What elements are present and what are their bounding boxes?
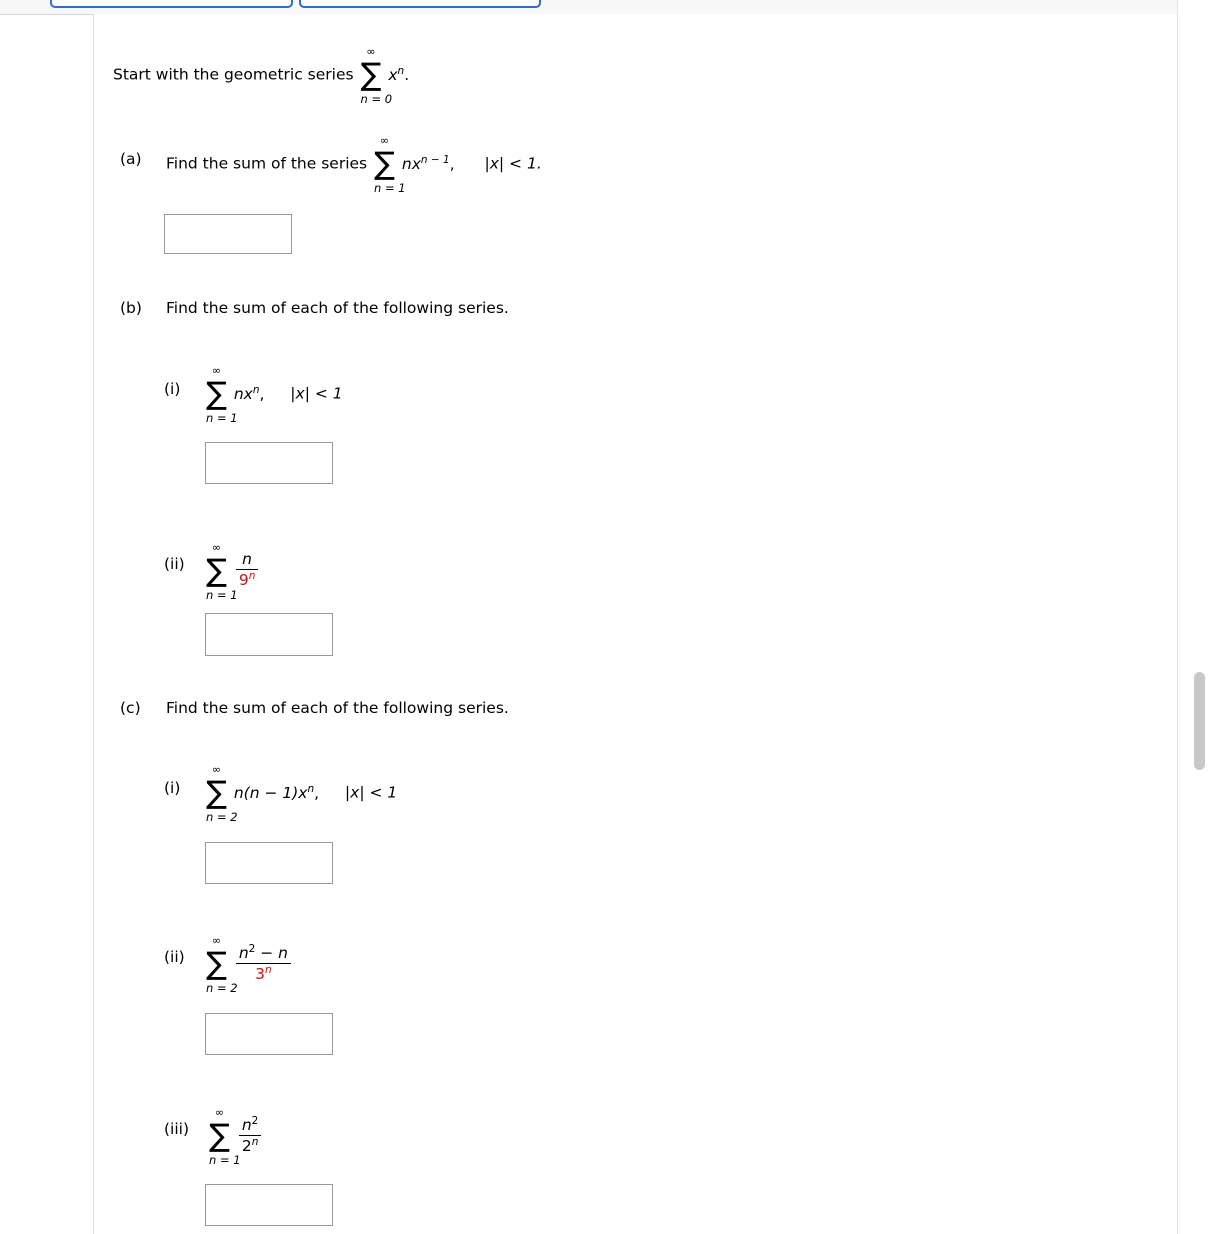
intro-expr-base: x — [388, 66, 398, 85]
sigma-icon: ∑ — [206, 376, 227, 412]
part-c-ii-numerator: $n^2 - n$ — [238, 943, 289, 963]
toolbar — [0, 0, 1178, 15]
part-c-ii-answer-input[interactable] — [205, 1013, 333, 1055]
sigma-icon: ∑ — [360, 57, 382, 93]
part-c-i-expr: n(n − 1)x — [233, 784, 308, 803]
part-b-ii-numerator: n — [242, 550, 252, 568]
part-b-i-expr-sup: n — [252, 384, 260, 397]
part-c-iii-answer-input[interactable] — [205, 1184, 333, 1226]
part-b-i-sum-lower: n = 1 — [206, 411, 238, 425]
part-a-text: Find the sum of the series — [166, 154, 368, 173]
part-c-label: (c) — [120, 699, 141, 717]
part-a-expr-sup: n − 1 — [420, 154, 450, 167]
scrollbar-thumb[interactable] — [1194, 672, 1205, 770]
part-c-ii-fraction — [236, 943, 291, 984]
part-b-ii-fraction — [236, 551, 259, 590]
part-b-i-condition: |x| < 1 — [290, 384, 343, 403]
part-b-ii-summation — [206, 541, 238, 603]
part-c-ii-body — [204, 934, 293, 996]
part-b-i-expression — [234, 384, 265, 404]
part-c-i-expression — [234, 783, 319, 803]
vertical-scrollbar[interactable] — [1177, 0, 1211, 1234]
part-c-ii-label: (ii) — [164, 948, 185, 966]
part-c-i-summation — [206, 763, 238, 824]
sigma-icon: ∑ — [206, 946, 227, 983]
part-c-iii-label: (iii) — [164, 1120, 190, 1138]
problem-intro — [113, 45, 410, 106]
part-c-iii-sum-lower: n = 1 — [209, 1153, 241, 1168]
part-b-i-answer-input[interactable] — [205, 442, 333, 484]
part-c-iii-denominator: 2$^n$ — [239, 1135, 262, 1156]
part-c-ii-sum-lower: n = 2 — [206, 981, 238, 996]
part-b-text: Find the sum of each of the following series. — [166, 299, 509, 317]
part-b-ii-answer-input[interactable] — [205, 613, 333, 656]
part-a-answer-input[interactable] — [164, 214, 292, 254]
part-c-iii-sum-upper: ∞ — [214, 1106, 225, 1120]
part-b-i-summation — [206, 364, 238, 425]
part-b-ii-denominator: 9$^n$ — [236, 569, 259, 590]
part-c-i-answer-input[interactable] — [205, 842, 333, 884]
part-c-i-condition: |x| < 1 — [344, 783, 398, 802]
problem-sheet — [93, 14, 1178, 1234]
problem-intro-text: Start with the geometric series — [113, 65, 354, 84]
part-c-ii-denominator: 3$^n$ — [236, 963, 291, 984]
intro-summation — [360, 45, 393, 106]
part-c-i-expr-sup: n — [307, 783, 315, 796]
part-a-sum-lower: n = 1 — [374, 181, 406, 195]
part-b-i-comma: , — [259, 385, 265, 404]
part-b-i-sum-upper: ∞ — [211, 364, 222, 377]
intro-sum-lower: n = 0 — [360, 92, 393, 106]
part-c-iii-numerator: $n^2$ — [241, 1115, 259, 1135]
part-a-label: (a) — [120, 150, 142, 168]
intro-expr-trailing: . — [404, 66, 410, 85]
part-c-i-sum-upper: ∞ — [211, 763, 222, 776]
toolbar-button-right[interactable] — [299, 0, 541, 8]
part-a-comma: , — [449, 155, 455, 174]
part-b-i-label: (i) — [164, 380, 181, 398]
part-c-i-body — [204, 763, 398, 824]
intro-sum-upper: ∞ — [366, 45, 376, 58]
intro-expr-sup: n — [397, 65, 405, 78]
sigma-icon: ∑ — [206, 775, 227, 811]
part-c-iii-summation — [209, 1106, 241, 1168]
part-c-iii-body — [207, 1106, 263, 1168]
sigma-icon: ∑ — [374, 146, 395, 182]
part-b-i-expr: nx — [233, 385, 253, 404]
part-a-summation — [374, 134, 406, 195]
part-b-ii-body — [204, 541, 260, 603]
part-b-i-body — [204, 364, 343, 425]
toolbar-button-left[interactable] — [50, 0, 293, 8]
part-a-expression — [402, 154, 455, 174]
part-c-i-sum-lower: n = 2 — [206, 810, 238, 824]
part-a-condition: |x| < 1. — [484, 154, 542, 173]
sigma-icon: ∑ — [206, 553, 227, 590]
part-c-text: Find the sum of each of the following series. — [166, 699, 509, 717]
part-a-expr: nx — [401, 155, 421, 174]
part-c-i-label: (i) — [164, 779, 181, 797]
part-b-ii-label: (ii) — [164, 555, 185, 573]
part-a-sum-upper: ∞ — [379, 134, 390, 147]
part-a-body — [166, 134, 542, 195]
part-c-ii-summation — [206, 934, 238, 996]
part-b-ii-sum-lower: n = 1 — [206, 588, 238, 603]
part-c-ii-sum-upper: ∞ — [211, 934, 222, 948]
part-b-label: (b) — [120, 299, 142, 317]
sigma-icon: ∑ — [209, 1118, 230, 1155]
part-b-ii-sum-upper: ∞ — [211, 541, 222, 555]
part-c-i-comma: , — [314, 784, 320, 803]
part-c-iii-fraction — [239, 1115, 262, 1156]
intro-expression — [388, 65, 409, 85]
